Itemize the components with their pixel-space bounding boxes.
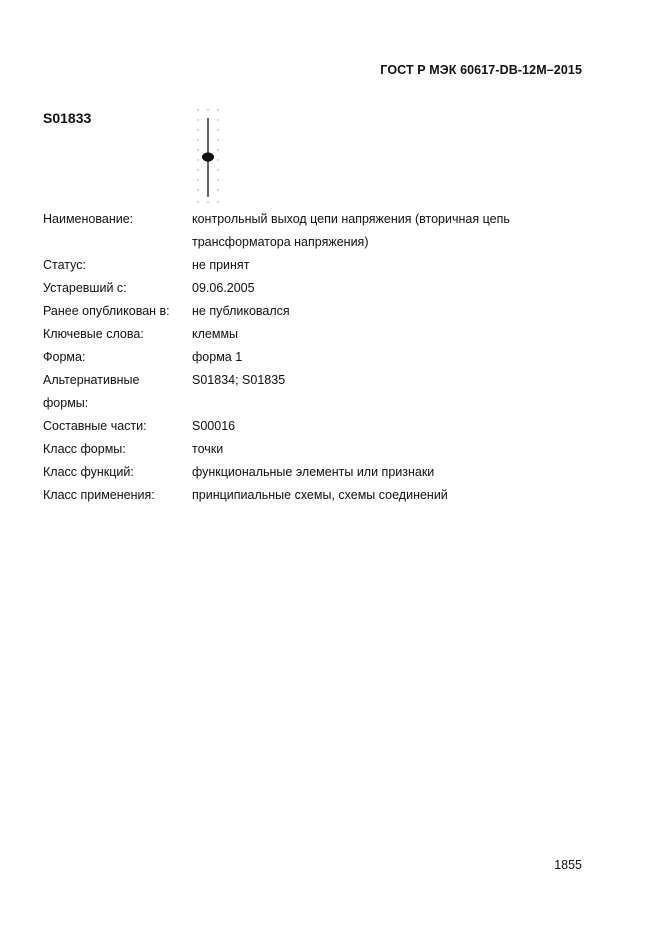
property-label: Класс применения: (43, 488, 155, 502)
property-label: Статус: (43, 258, 86, 272)
property-row-obsolete (43, 277, 603, 300)
property-row-form (43, 346, 603, 369)
property-value: клеммы (192, 327, 239, 341)
property-label: Класс формы: (43, 442, 126, 456)
document-header: ГОСТ Р МЭК 60617-DB-12М–2015 (380, 63, 582, 77)
property-label: Класс функций: (43, 465, 134, 479)
property-label: Составные части: (43, 419, 147, 433)
property-row-shape-class (43, 438, 603, 461)
property-row-status (43, 254, 603, 277)
property-label: Наименование: (43, 212, 134, 226)
page-number: 1855 (554, 858, 582, 872)
property-value: функциональные элементы или признаки (192, 465, 435, 479)
property-value: S01834; S01835 (192, 373, 286, 387)
property-row-application-class (43, 484, 603, 507)
property-value: контрольный выход цепи напряжения (вторичная цепь трансформатора напряжения) (192, 212, 510, 249)
property-value: не принят (192, 258, 250, 272)
property-value: принципиальные схемы, схемы соединений (192, 488, 448, 502)
property-value: 09.06.2005 (192, 281, 255, 295)
property-value: не публиковался (192, 304, 290, 318)
property-row-components (43, 415, 603, 438)
property-label: Ранее опубликован в: (43, 304, 170, 318)
property-label: Устаревший с: (43, 281, 127, 295)
symbol-properties (43, 208, 603, 507)
property-row-published (43, 300, 603, 323)
property-label: Ключевые слова: (43, 327, 144, 341)
property-value: точки (192, 442, 224, 456)
property-value: форма 1 (192, 350, 243, 364)
property-row-name (43, 208, 603, 254)
symbol-terminal-dot (202, 152, 214, 161)
property-label: Форма: (43, 350, 86, 364)
property-row-function-class (43, 461, 603, 484)
property-row-keywords (43, 323, 603, 346)
property-row-alternative-forms (43, 369, 603, 415)
symbol-drawing (192, 106, 224, 206)
property-value: S00016 (192, 419, 236, 433)
symbol-id: S01833 (43, 110, 92, 126)
property-label: Альтернативные формы: (43, 373, 140, 410)
